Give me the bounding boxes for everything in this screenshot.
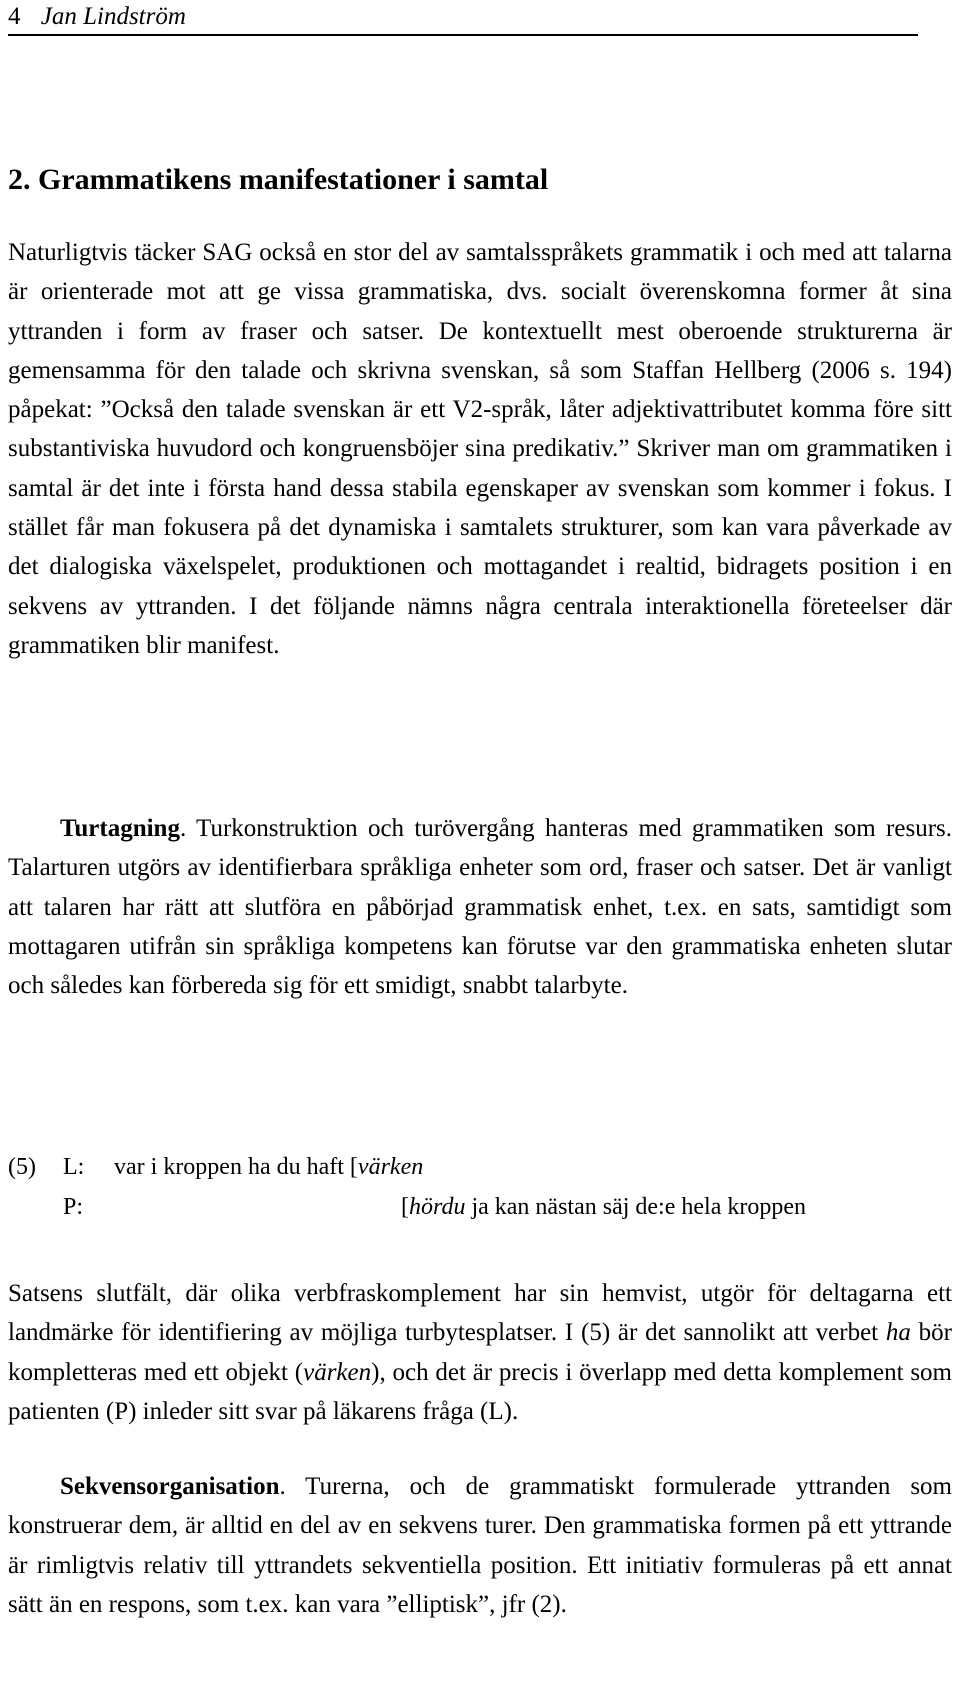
term-turtagning: Turtagning [60,815,180,842]
speaker-label: L: [63,1154,85,1180]
paragraph-text: ), och det är precis i överlapp med detta komplement som patienten (P) inleder sitt svar på läkarens fråga (L). [8,1358,952,1425]
example-line-l [8,1147,952,1187]
page-number: 4 [8,3,21,30]
italic-word: ha [885,1319,911,1347]
overlap-bracket: [ [401,1194,409,1220]
running-header [8,2,918,36]
paragraph-sekvensorganisation-text: . Turerna, och de grammatiskt formulerade yttranden som konstruerar dem, är alltid en del av en sekvens turer. Den grammatiska formen på ett yttrande är rimligtvis relativ till yttrandets sekventiella position. Ett initiativ formuleras på ett annat sätt än en respons, som t.ex. kan vara ”elliptisk”, jfr (2). [8,1473,952,1618]
example-line-p [8,1187,952,1227]
paragraph-sekvensorganisation [8,1467,952,1624]
running-author: Jan Lindström [40,3,186,30]
paragraph-turtagning [8,809,952,1005]
example-5 [8,1147,952,1227]
paragraph-text: Satsens slutfält, där olika verbfraskomplement har sin hemvist, utgör för deltagarna ett landmärke för identifiering av möjliga turbytesplatser. I (5) är det sannolikt att verbet [8,1280,952,1347]
utterance-italic: hördu [409,1194,466,1220]
example-number: (5) [8,1154,36,1180]
utterance-text: var i kroppen ha du haft [ [114,1154,358,1180]
paragraph-text: bör kompletteras med ett objekt ( [8,1319,952,1386]
utterance [114,1147,423,1187]
section-title: 2. Grammatikens manifestationer i samtal [8,163,549,196]
utterance-italic: värken [357,1154,424,1180]
speaker-label: P: [63,1194,84,1220]
paragraph-turtagning-text: . Turkonstruktion och turövergång hanteras med grammatiken som resurs. Talarturen utgörs av identifierbara språkliga enheter som ord, fraser och satser. Det är vanligt att talaren har rätt att slutföra en påbörjad grammatisk enhet, t.ex. en sats, samtidigt som mottagaren utifrån sin språkliga kompetens kan förutse var den grammatiska enheten slutar och således kan förbereda sig för ett smidigt, snabbt talarbyte. [8,815,952,1000]
italic-word: värken [303,1358,372,1386]
paragraph-intro: Naturligtvis täcker SAG också en stor del av samtalsspråkets grammatik i och med att talarna är orienterade mot att ge vissa grammatiska, dvs. socialt överenskomna former åt sina yttranden i form av fraser och satser. De kontextuellt mest oberoende strukturerna är gemensamma för den talade och skrivna svenskan, så som Staffan Hellberg (2006 s. 194) påpekat: ”Också den talade svenskan är ett V2-språk, låter adjektivattributet komma före sitt substantiviska huvudord och kongruensböjer sina predikativ.” Skriver man om grammatiken i samtal är det inte i första hand dessa stabila egenskaper av svenskan som kommer i fokus. I stället får man fokusera på det dynamiska i samtalets strukturer, som kan vara påverkade av det dialogiska växelspelet, produktionen och mottagandet i realtid, bidragets position i en sekvens av yttranden. I det följande nämns några centrala interaktionella företeelser där grammatiken blir manifest. [8,239,952,659]
term-sekvensorganisation: Sekvensorganisation [60,1473,280,1500]
paragraph-slutfalt [8,1274,952,1431]
utterance-text: ja kan nästan säj de:e hela kroppen [465,1194,806,1220]
utterance [401,1187,806,1227]
